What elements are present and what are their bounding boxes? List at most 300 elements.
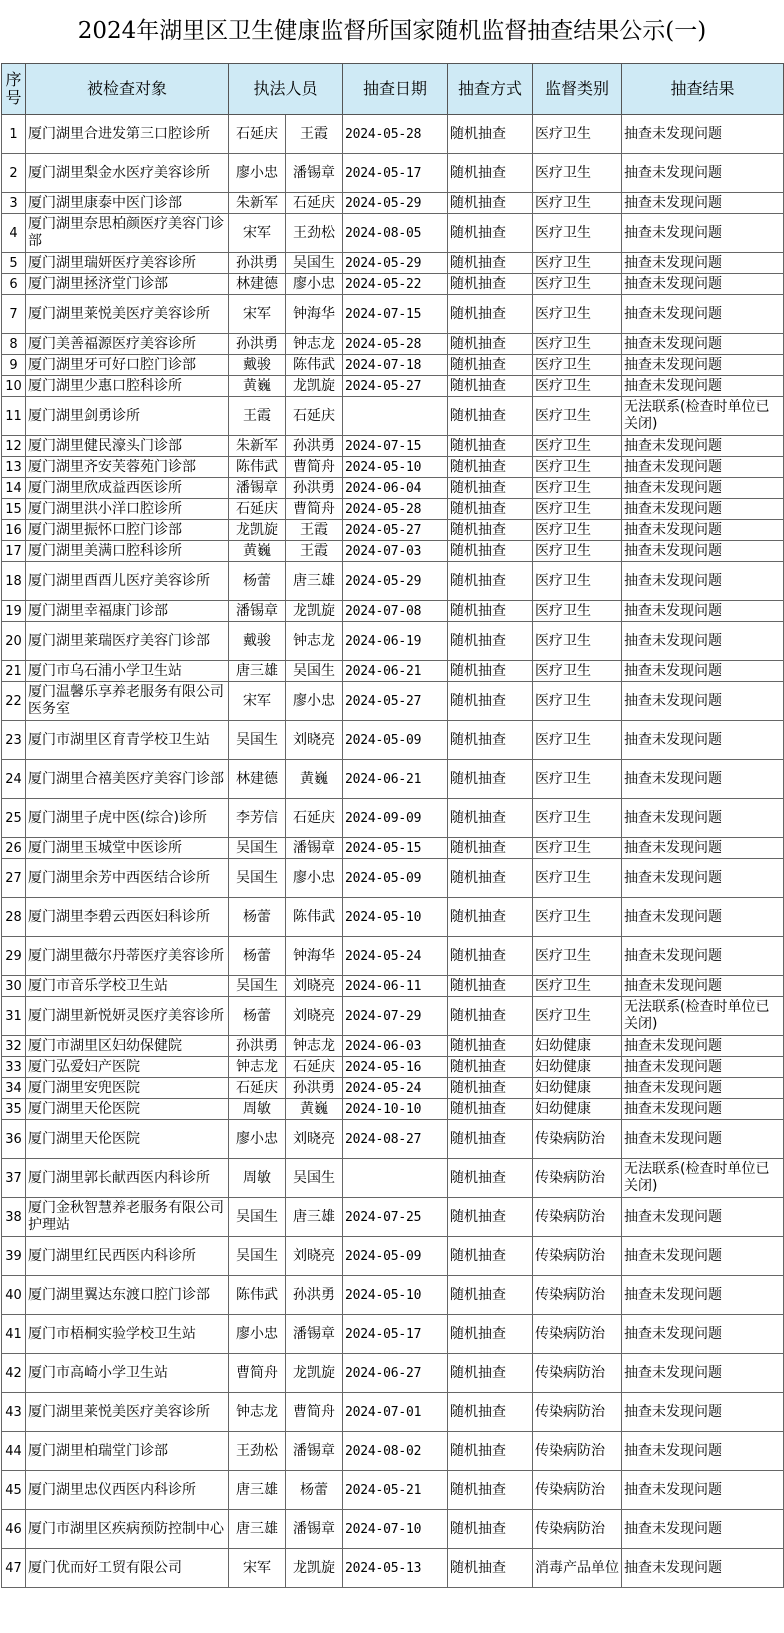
row-officer-2: 石延庆 <box>286 397 343 436</box>
row-date: 2024-05-22 <box>343 274 448 295</box>
table-row <box>2 1510 784 1549</box>
row-date: 2024-05-17 <box>343 1315 448 1354</box>
table-row <box>2 1393 784 1432</box>
row-officer-1: 孙洪勇 <box>229 1036 286 1057</box>
row-officer-1: 宋军 <box>229 295 286 334</box>
row-officer-1: 廖小忠 <box>229 1315 286 1354</box>
row-method: 随机抽查 <box>448 541 533 562</box>
row-seq: 27 <box>2 859 26 898</box>
row-seq: 15 <box>2 499 26 520</box>
row-target: 厦门湖里健民濠头门诊部 <box>26 436 229 457</box>
row-officer-2: 陈伟武 <box>286 355 343 376</box>
row-category: 医疗卫生 <box>533 898 622 937</box>
row-result: 抽查未发现问题 <box>622 682 784 721</box>
row-officer-1: 潘锡章 <box>229 601 286 622</box>
row-method: 随机抽查 <box>448 1036 533 1057</box>
row-officer-1: 吴国生 <box>229 1237 286 1276</box>
row-date: 2024-05-15 <box>343 838 448 859</box>
row-officer-1: 石延庆 <box>229 115 286 154</box>
row-target: 厦门湖里薇尔丹蒂医疗美容诊所 <box>26 937 229 976</box>
row-date: 2024-07-29 <box>343 997 448 1036</box>
row-method: 随机抽查 <box>448 253 533 274</box>
row-officer-2: 曹简舟 <box>286 457 343 478</box>
row-target: 厦门湖里牙可好口腔门诊部 <box>26 355 229 376</box>
row-result: 抽查未发现问题 <box>622 562 784 601</box>
row-date: 2024-05-13 <box>343 1549 448 1588</box>
row-target: 厦门湖里瑞妍医疗美容诊所 <box>26 253 229 274</box>
row-category: 医疗卫生 <box>533 115 622 154</box>
row-target: 厦门湖里天伦医院 <box>26 1120 229 1159</box>
row-date: 2024-05-29 <box>343 193 448 214</box>
row-officer-2: 钟志龙 <box>286 622 343 661</box>
row-officer-1: 吴国生 <box>229 859 286 898</box>
row-method: 随机抽查 <box>448 1432 533 1471</box>
row-officer-1: 戴骏 <box>229 355 286 376</box>
row-result: 抽查未发现问题 <box>622 478 784 499</box>
row-result: 抽查未发现问题 <box>622 253 784 274</box>
row-officer-2: 钟志龙 <box>286 334 343 355</box>
row-target: 厦门湖里剑勇诊所 <box>26 397 229 436</box>
row-officer-2: 刘晓亮 <box>286 997 343 1036</box>
row-target: 厦门湖里洪小洋口腔诊所 <box>26 499 229 520</box>
row-target: 厦门市乌石浦小学卫生站 <box>26 661 229 682</box>
row-seq: 18 <box>2 562 26 601</box>
row-seq: 8 <box>2 334 26 355</box>
row-result: 抽查未发现问题 <box>622 799 784 838</box>
row-method: 随机抽查 <box>448 193 533 214</box>
row-date: 2024-05-21 <box>343 1471 448 1510</box>
row-target: 厦门金秋智慧养老服务有限公司护理站 <box>26 1198 229 1237</box>
table-row <box>2 898 784 937</box>
row-target: 厦门湖里合禧美医疗美容门诊部 <box>26 760 229 799</box>
row-method: 随机抽查 <box>448 976 533 997</box>
header-date: 抽查日期 <box>343 64 448 115</box>
row-officer-2: 潘锡章 <box>286 1510 343 1549</box>
row-seq: 43 <box>2 1393 26 1432</box>
table-row <box>2 1159 784 1198</box>
row-seq: 13 <box>2 457 26 478</box>
row-target: 厦门温馨乐享养老服务有限公司医务室 <box>26 682 229 721</box>
table-row <box>2 193 784 214</box>
row-method: 随机抽查 <box>448 1078 533 1099</box>
row-result: 抽查未发现问题 <box>622 1471 784 1510</box>
row-method: 随机抽查 <box>448 274 533 295</box>
row-method: 随机抽查 <box>448 1276 533 1315</box>
row-target: 厦门湖里子虎中医(综合)诊所 <box>26 799 229 838</box>
table-row <box>2 976 784 997</box>
table-row <box>2 838 784 859</box>
table-row <box>2 1237 784 1276</box>
row-date: 2024-07-03 <box>343 541 448 562</box>
row-result: 抽查未发现问题 <box>622 1315 784 1354</box>
row-officer-2: 黄巍 <box>286 1099 343 1120</box>
row-seq: 6 <box>2 274 26 295</box>
row-date: 2024-05-29 <box>343 253 448 274</box>
row-result: 抽查未发现问题 <box>622 154 784 193</box>
row-officer-2: 石延庆 <box>286 1057 343 1078</box>
row-result: 抽查未发现问题 <box>622 499 784 520</box>
row-seq: 10 <box>2 376 26 397</box>
row-officer-1: 林建德 <box>229 274 286 295</box>
row-result: 抽查未发现问题 <box>622 1078 784 1099</box>
row-seq: 21 <box>2 661 26 682</box>
row-method: 随机抽查 <box>448 760 533 799</box>
row-category: 医疗卫生 <box>533 295 622 334</box>
row-result: 抽查未发现问题 <box>622 1549 784 1588</box>
row-officer-2: 石延庆 <box>286 799 343 838</box>
row-category: 传染病防治 <box>533 1471 622 1510</box>
table-row <box>2 1036 784 1057</box>
row-officer-1: 唐三雄 <box>229 661 286 682</box>
row-officer-1: 黄巍 <box>229 376 286 397</box>
row-target: 厦门湖里新悦妍灵医疗美容诊所 <box>26 997 229 1036</box>
row-method: 随机抽查 <box>448 457 533 478</box>
row-date: 2024-05-16 <box>343 1057 448 1078</box>
row-officer-2: 杨蕾 <box>286 1471 343 1510</box>
row-target: 厦门市湖里区妇幼保健院 <box>26 1036 229 1057</box>
row-officer-1: 朱新军 <box>229 436 286 457</box>
row-seq: 39 <box>2 1237 26 1276</box>
row-target: 厦门湖里振怀口腔门诊部 <box>26 520 229 541</box>
row-seq: 26 <box>2 838 26 859</box>
row-target: 厦门湖里美满口腔科诊所 <box>26 541 229 562</box>
row-officer-1: 周敏 <box>229 1159 286 1198</box>
row-method: 随机抽查 <box>448 1099 533 1120</box>
row-method: 随机抽查 <box>448 661 533 682</box>
row-category: 传染病防治 <box>533 1315 622 1354</box>
row-seq: 46 <box>2 1510 26 1549</box>
row-officer-2: 廖小忠 <box>286 274 343 295</box>
table-row <box>2 1276 784 1315</box>
row-category: 医疗卫生 <box>533 661 622 682</box>
row-date: 2024-05-17 <box>343 154 448 193</box>
row-date: 2024-07-10 <box>343 1510 448 1549</box>
row-officer-2: 孙洪勇 <box>286 1078 343 1099</box>
row-officer-1: 杨蕾 <box>229 562 286 601</box>
row-result: 抽查未发现问题 <box>622 721 784 760</box>
row-officer-2: 唐三雄 <box>286 1198 343 1237</box>
table-row <box>2 1471 784 1510</box>
row-officer-1: 陈伟武 <box>229 1276 286 1315</box>
row-seq: 3 <box>2 193 26 214</box>
row-target: 厦门市湖里区疾病预防控制中心 <box>26 1510 229 1549</box>
row-category: 医疗卫生 <box>533 799 622 838</box>
row-officer-1: 杨蕾 <box>229 937 286 976</box>
row-category: 医疗卫生 <box>533 355 622 376</box>
row-seq: 5 <box>2 253 26 274</box>
row-method: 随机抽查 <box>448 1159 533 1198</box>
table-row <box>2 661 784 682</box>
row-category: 医疗卫生 <box>533 274 622 295</box>
row-result: 抽查未发现问题 <box>622 898 784 937</box>
table-row <box>2 274 784 295</box>
table-row <box>2 1198 784 1237</box>
table-row <box>2 436 784 457</box>
row-date: 2024-07-08 <box>343 601 448 622</box>
row-category: 妇幼健康 <box>533 1099 622 1120</box>
row-result: 抽查未发现问题 <box>622 1237 784 1276</box>
row-date: 2024-05-28 <box>343 334 448 355</box>
row-result: 抽查未发现问题 <box>622 838 784 859</box>
row-officer-2: 吴国生 <box>286 253 343 274</box>
row-category: 医疗卫生 <box>533 721 622 760</box>
row-date: 2024-05-27 <box>343 376 448 397</box>
row-officer-1: 吴国生 <box>229 838 286 859</box>
row-result: 抽查未发现问题 <box>622 541 784 562</box>
row-target: 厦门湖里拯济堂门诊部 <box>26 274 229 295</box>
row-method: 随机抽查 <box>448 1057 533 1078</box>
row-date: 2024-05-27 <box>343 520 448 541</box>
row-officer-2: 刘晓亮 <box>286 1120 343 1159</box>
header-category: 监督类别 <box>533 64 622 115</box>
row-target: 厦门湖里安兜医院 <box>26 1078 229 1099</box>
row-officer-2: 潘锡章 <box>286 1432 343 1471</box>
row-method: 随机抽查 <box>448 1549 533 1588</box>
row-category: 医疗卫生 <box>533 253 622 274</box>
row-officer-2: 潘锡章 <box>286 1315 343 1354</box>
row-seq: 38 <box>2 1198 26 1237</box>
row-target: 厦门湖里少惠口腔科诊所 <box>26 376 229 397</box>
row-officer-1: 吴国生 <box>229 1198 286 1237</box>
row-officer-2: 廖小忠 <box>286 682 343 721</box>
row-method: 随机抽查 <box>448 115 533 154</box>
row-target: 厦门市高崎小学卫生站 <box>26 1354 229 1393</box>
row-target: 厦门湖里莱瑞医疗美容门诊部 <box>26 622 229 661</box>
row-date: 2024-08-27 <box>343 1120 448 1159</box>
row-method: 随机抽查 <box>448 721 533 760</box>
row-method: 随机抽查 <box>448 397 533 436</box>
row-officer-1: 吴国生 <box>229 721 286 760</box>
row-method: 随机抽查 <box>448 520 533 541</box>
row-officer-2: 吴国生 <box>286 1159 343 1198</box>
row-seq: 41 <box>2 1315 26 1354</box>
row-seq: 1 <box>2 115 26 154</box>
row-result: 抽查未发现问题 <box>622 376 784 397</box>
row-method: 随机抽查 <box>448 838 533 859</box>
row-officer-2: 钟志龙 <box>286 1036 343 1057</box>
table-row <box>2 622 784 661</box>
row-category: 医疗卫生 <box>533 682 622 721</box>
row-date: 2024-07-18 <box>343 355 448 376</box>
row-result: 抽查未发现问题 <box>622 436 784 457</box>
row-method: 随机抽查 <box>448 799 533 838</box>
row-result: 抽查未发现问题 <box>622 976 784 997</box>
row-category: 医疗卫生 <box>533 457 622 478</box>
row-result: 抽查未发现问题 <box>622 937 784 976</box>
row-officer-1: 戴骏 <box>229 622 286 661</box>
row-seq: 35 <box>2 1099 26 1120</box>
row-result: 抽查未发现问题 <box>622 1120 784 1159</box>
row-date: 2024-05-29 <box>343 562 448 601</box>
table-row <box>2 214 784 253</box>
row-result: 抽查未发现问题 <box>622 859 784 898</box>
row-seq: 36 <box>2 1120 26 1159</box>
row-seq: 16 <box>2 520 26 541</box>
table-row <box>2 154 784 193</box>
row-officer-1: 宋军 <box>229 214 286 253</box>
table-row <box>2 115 784 154</box>
row-date: 2024-06-27 <box>343 1354 448 1393</box>
row-category: 医疗卫生 <box>533 997 622 1036</box>
row-seq: 30 <box>2 976 26 997</box>
row-officer-1: 杨蕾 <box>229 997 286 1036</box>
row-officer-2: 刘晓亮 <box>286 976 343 997</box>
header-seq: 序号 <box>2 64 26 115</box>
header-row <box>2 64 784 115</box>
row-result: 抽查未发现问题 <box>622 115 784 154</box>
row-seq: 42 <box>2 1354 26 1393</box>
table-row <box>2 1120 784 1159</box>
row-result: 抽查未发现问题 <box>622 661 784 682</box>
row-category: 医疗卫生 <box>533 154 622 193</box>
row-date: 2024-08-05 <box>343 214 448 253</box>
table-row <box>2 682 784 721</box>
row-officer-2: 曹简舟 <box>286 1393 343 1432</box>
row-result: 抽查未发现问题 <box>622 1354 784 1393</box>
row-officer-2: 王霞 <box>286 541 343 562</box>
row-category: 医疗卫生 <box>533 436 622 457</box>
row-target: 厦门湖里红民西医内科诊所 <box>26 1237 229 1276</box>
header-target: 被检查对象 <box>26 64 229 115</box>
row-method: 随机抽查 <box>448 334 533 355</box>
row-target: 厦门市梧桐实验学校卫生站 <box>26 1315 229 1354</box>
header-officers: 执法人员 <box>229 64 343 115</box>
row-seq: 34 <box>2 1078 26 1099</box>
row-officer-1: 石延庆 <box>229 499 286 520</box>
row-date: 2024-07-25 <box>343 1198 448 1237</box>
row-officer-1: 吴国生 <box>229 976 286 997</box>
row-method: 随机抽查 <box>448 295 533 334</box>
row-result: 抽查未发现问题 <box>622 601 784 622</box>
row-result: 抽查未发现问题 <box>622 274 784 295</box>
table-row <box>2 1078 784 1099</box>
row-officer-2: 黄巍 <box>286 760 343 799</box>
row-target: 厦门湖里幸福康门诊部 <box>26 601 229 622</box>
row-officer-2: 潘锡章 <box>286 154 343 193</box>
row-seq: 7 <box>2 295 26 334</box>
row-seq: 31 <box>2 997 26 1036</box>
row-officer-2: 龙凯旋 <box>286 1549 343 1588</box>
row-category: 医疗卫生 <box>533 376 622 397</box>
row-officer-1: 潘锡章 <box>229 478 286 499</box>
row-target: 厦门湖里莱悦美医疗美容诊所 <box>26 295 229 334</box>
row-method: 随机抽查 <box>448 436 533 457</box>
table-row <box>2 997 784 1036</box>
row-category: 传染病防治 <box>533 1510 622 1549</box>
table-row <box>2 1549 784 1588</box>
row-category: 消毒产品单位 <box>533 1549 622 1588</box>
row-method: 随机抽查 <box>448 562 533 601</box>
row-officer-2: 王霞 <box>286 520 343 541</box>
row-category: 妇幼健康 <box>533 1036 622 1057</box>
row-target: 厦门湖里梨金水医疗美容诊所 <box>26 154 229 193</box>
row-result: 抽查未发现问题 <box>622 355 784 376</box>
row-method: 随机抽查 <box>448 1198 533 1237</box>
row-officer-1: 孙洪勇 <box>229 334 286 355</box>
row-officer-2: 刘晓亮 <box>286 1237 343 1276</box>
row-seq: 9 <box>2 355 26 376</box>
row-officer-1: 唐三雄 <box>229 1471 286 1510</box>
row-officer-1: 朱新军 <box>229 193 286 214</box>
row-target: 厦门湖里酉酉儿医疗美容诊所 <box>26 562 229 601</box>
table-row <box>2 376 784 397</box>
row-result: 抽查未发现问题 <box>622 193 784 214</box>
row-officer-2: 曹简舟 <box>286 499 343 520</box>
row-seq: 11 <box>2 397 26 436</box>
row-target: 厦门湖里余芳中西医结合诊所 <box>26 859 229 898</box>
row-seq: 33 <box>2 1057 26 1078</box>
row-target: 厦门湖里忠仪西医内科诊所 <box>26 1471 229 1510</box>
row-seq: 29 <box>2 937 26 976</box>
row-method: 随机抽查 <box>448 1237 533 1276</box>
row-method: 随机抽查 <box>448 214 533 253</box>
row-officer-2: 龙凯旋 <box>286 601 343 622</box>
table-row <box>2 799 784 838</box>
row-target: 厦门湖里郭长献西医内科诊所 <box>26 1159 229 1198</box>
row-officer-2: 石延庆 <box>286 193 343 214</box>
row-result: 抽查未发现问题 <box>622 1393 784 1432</box>
row-seq: 12 <box>2 436 26 457</box>
row-officer-2: 王霞 <box>286 115 343 154</box>
row-method: 随机抽查 <box>448 376 533 397</box>
row-officer-1: 黄巍 <box>229 541 286 562</box>
row-officer-1: 杨蕾 <box>229 898 286 937</box>
row-date: 2024-05-10 <box>343 457 448 478</box>
row-category: 传染病防治 <box>533 1432 622 1471</box>
table-row <box>2 721 784 760</box>
row-method: 随机抽查 <box>448 937 533 976</box>
table-row <box>2 601 784 622</box>
table-row <box>2 520 784 541</box>
row-seq: 4 <box>2 214 26 253</box>
row-target: 厦门弘爱妇产医院 <box>26 1057 229 1078</box>
row-method: 随机抽查 <box>448 1354 533 1393</box>
row-target: 厦门湖里玉城堂中医诊所 <box>26 838 229 859</box>
row-method: 随机抽查 <box>448 154 533 193</box>
row-date <box>343 1159 448 1198</box>
row-category: 医疗卫生 <box>533 622 622 661</box>
row-category: 妇幼健康 <box>533 1057 622 1078</box>
row-result: 无法联系(检查时单位已关闭) <box>622 397 784 436</box>
row-date: 2024-06-21 <box>343 661 448 682</box>
row-method: 随机抽查 <box>448 622 533 661</box>
table-row <box>2 859 784 898</box>
table-row <box>2 397 784 436</box>
row-date: 2024-10-10 <box>343 1099 448 1120</box>
row-officer-2: 龙凯旋 <box>286 1354 343 1393</box>
row-category: 传染病防治 <box>533 1237 622 1276</box>
row-officer-2: 王劲松 <box>286 214 343 253</box>
row-officer-2: 唐三雄 <box>286 562 343 601</box>
header-result: 抽查结果 <box>622 64 784 115</box>
row-seq: 25 <box>2 799 26 838</box>
row-result: 抽查未发现问题 <box>622 622 784 661</box>
row-date: 2024-05-09 <box>343 721 448 760</box>
row-method: 随机抽查 <box>448 682 533 721</box>
table-row <box>2 478 784 499</box>
table-row <box>2 253 784 274</box>
row-officer-1: 曹简舟 <box>229 1354 286 1393</box>
row-date: 2024-06-21 <box>343 760 448 799</box>
row-category: 医疗卫生 <box>533 937 622 976</box>
row-category: 传染病防治 <box>533 1120 622 1159</box>
row-seq: 37 <box>2 1159 26 1198</box>
row-method: 随机抽查 <box>448 355 533 376</box>
row-result: 抽查未发现问题 <box>622 1510 784 1549</box>
row-target: 厦门美善福源医疗美容诊所 <box>26 334 229 355</box>
row-seq: 32 <box>2 1036 26 1057</box>
row-date <box>343 397 448 436</box>
